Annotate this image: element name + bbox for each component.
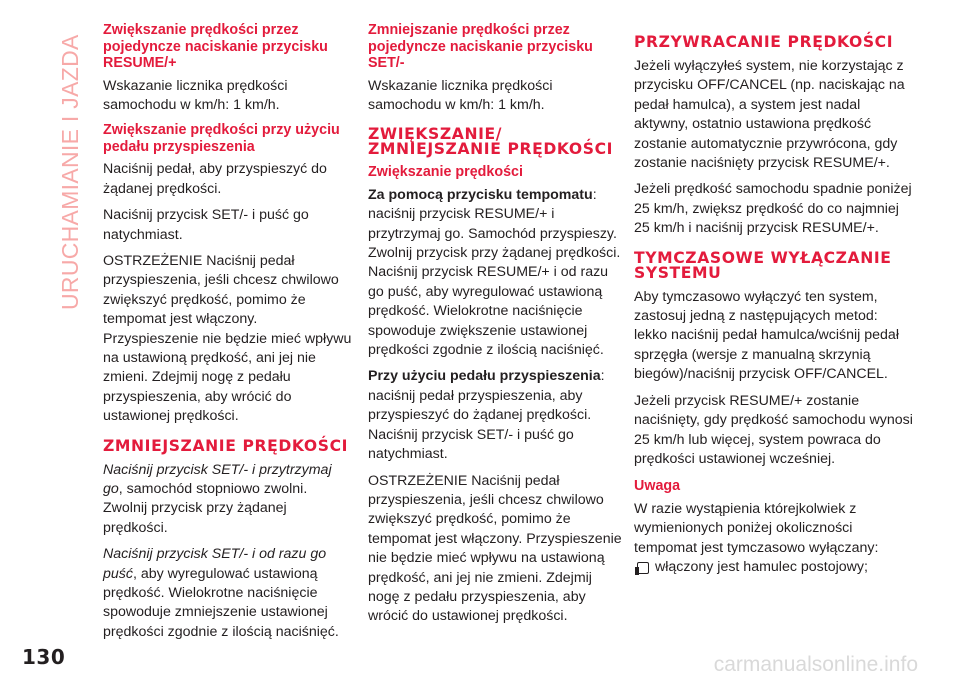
text-tempomat-colon: : [592, 186, 597, 203]
warning-text: OSTRZEŻENIE Naciśnij pedał przyspieszenia, jeśli chcesz chwilowo zwiększyć prędkość, pomimo że tempomat jest włączony. Przyspieszenie nie będzie mieć wpływu na ustawioną prędkość, ani jej nie zmieni. Zdejmij nogę z pedału przyspieszenia, aby wrócić do ustawionej prędkości. [103, 252, 352, 425]
text-restore-1: Jeżeli wyłączyłeś system, nie korzystając z przycisku OFF/CANCEL (np. naciskając na pedał hamulca), a system jest nadal aktywny, ostatnio ustawiona prędkość zostanie automatycznie przywrócona, gdy zostanie naciśnięty przycisk RESUME/+. [634, 58, 905, 172]
text-pedal-1: Naciśnij pedał, aby przyspieszyć do żądanej prędkości. [103, 161, 327, 197]
list-item [634, 558, 914, 577]
warning-text-2: OSTRZEŻENIE Naciśnij pedał przyspieszenia, jeśli chcesz chwilowo zwiększyć prędkość, pomimo że tempomat jest włączony. Przyspieszenie nie będzie mieć wpływu na ustawioną prędkość, ani jej nie zmieni. Zdejmij nogę z pedału przyspieszenia, aby wrócić do ustawionej prędkości. [368, 472, 622, 625]
column-left [103, 22, 355, 649]
text-decrease-1-rest: , samochód stopniowo zwolni. Zwolnij przycisk przy żądanej prędkości. [103, 481, 308, 536]
text-tempomat-bold: Za pomocą przycisku tempomatu [368, 186, 593, 203]
text-decrease-2-rest: , aby wyregulować ustawioną prędkość. Wielokrotne naciśnięcie spowoduje zmniejszenie ustawionej prędkości zgodnie z ilością naciśnięć. [103, 565, 339, 640]
bullet-box-icon [637, 562, 649, 574]
bullet-text: włączony jest hamulec postojowy; [655, 559, 868, 576]
text-increase-single: Wskazanie licznika prędkości samochodu w km/h: 1 km/h. [103, 77, 288, 113]
text-pedal [368, 367, 622, 464]
text-decrease-1 [103, 461, 355, 539]
text-decrease-2-italic: Naciśnij przycisk SET/- i od razu go puść [103, 546, 327, 582]
heading-note: Uwaga [634, 478, 681, 495]
heading-increase-decrease: ZWIĘKSZANIE/ ZMNIEJSZANIE PRĘDKOŚCI [368, 125, 614, 159]
heading-disable: TYMCZASOWE WYŁĄCZANIE SYSTEMU [634, 248, 892, 282]
text-tempomat [368, 186, 622, 361]
text-note: W razie wystąpienia którejkolwiek z wymienionych poniżej okoliczności tempomat jest tymczasowo wyłączany: [634, 500, 879, 556]
text-decrease-single: Wskazanie licznika prędkości samochodu w km/h: 1 km/h. [368, 77, 553, 113]
heading-decrease-single: Zmniejszanie prędkości przez pojedyncze naciskanie przycisku SET/- [368, 22, 593, 71]
text-pedal-2: Naciśnij przycisk SET/- i puść go natychmiast. [103, 207, 309, 243]
heading-restore: PRZYWRACANIE PRĘDKOŚCI [634, 33, 894, 51]
section-label-text: URUCHAMIANIE I JAZDA [57, 34, 83, 310]
column-middle [368, 22, 622, 634]
text-decrease-2 [103, 545, 355, 642]
heading-increase-single: Zwiększanie prędkości przez pojedyncze naciskanie przycisku RESUME/+ [103, 22, 328, 71]
text-pedal-rest: naciśnij pedał przyspieszenia, aby przyspieszyć do żądanej prędkości. Naciśnij przycisk SET/- i puść go natychmiast. [368, 387, 592, 463]
section-label [44, 22, 84, 312]
heading-increase-sub: Zwiększanie prędkości [368, 164, 523, 181]
text-decrease-1-italic: Naciśnij przycisk SET/- i przytrzymaj go [103, 461, 332, 497]
text-pedal-colon: : [600, 368, 605, 385]
watermark: carmanualsonline.info [713, 653, 918, 676]
text-tempomat-rest: naciśnij przycisk RESUME/+ i przytrzymaj go. Samochód przyspieszy. Zwolnij przycisk przy żądanej prędkości. Naciśnij przycisk RESUME/+ i od razu go puść, aby wyregulować ustawioną prędkość. Wielokrotne naciśnięcie spowoduje zwiększenie ustawionej prędkości zgodnie z ilością naciśnięć. [368, 206, 621, 359]
page-number: 130 [22, 645, 66, 669]
text-restore-2: Jeżeli prędkość samochodu spadnie poniżej 25 km/h, zwiększ prędkość do co najmniej 25 km/h i naciśnij przycisk RESUME/+. [634, 181, 912, 237]
heading-decrease: ZMNIEJSZANIE PRĘDKOŚCI [103, 436, 349, 455]
text-pedal-bold: Przy użyciu pedału przyspieszenia [368, 368, 601, 385]
text-disable-1: Aby tymczasowo wyłączyć ten system, zastosuj jedną z następujących metod: lekko naciśnij pedał hamulca/wciśnij pedał sprzęgła (wersje z manualną skrzynią biegów)/naciśnij przycisk OFF/CANCEL. [634, 288, 899, 383]
text-disable-2: Jeżeli przycisk RESUME/+ zostanie naciśnięty, gdy prędkość samochodu wynosi 25 km/h lub więcej, system powraca do prędkości ustawionej wcześniej. [634, 392, 913, 467]
heading-increase-pedal: Zwiększanie prędkości przy użyciu pedału przyspieszenia [103, 122, 340, 155]
column-right [634, 22, 914, 584]
